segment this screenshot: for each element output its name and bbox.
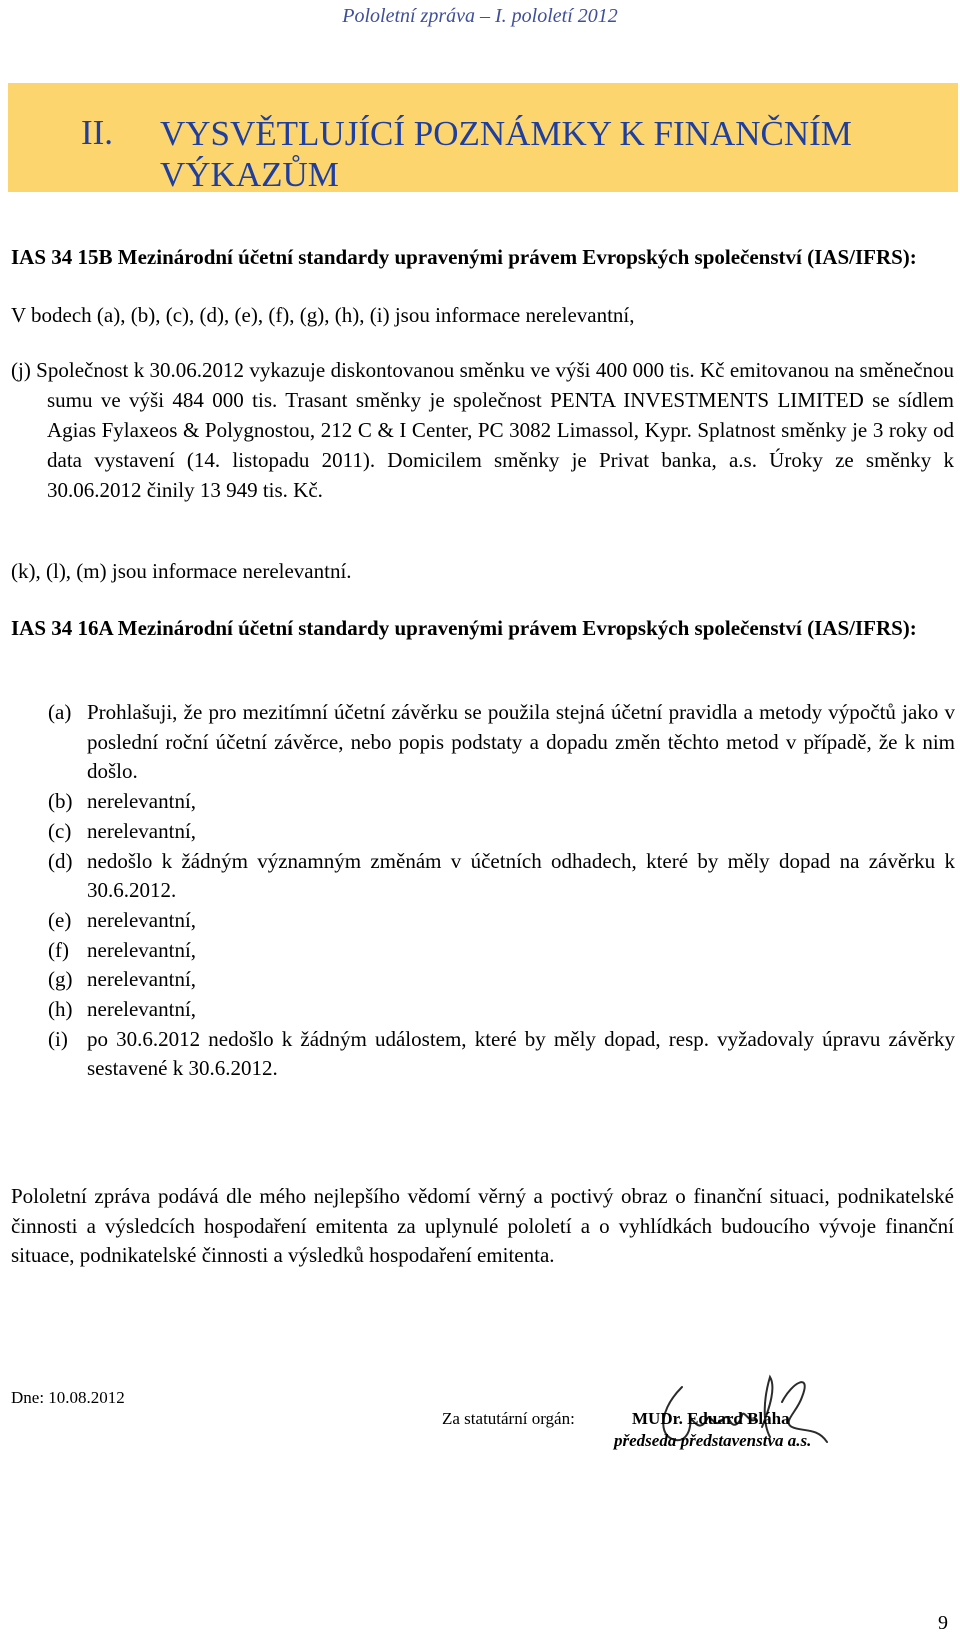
section-title [160,113,852,195]
statement-paragraph: Pololetní zpráva podává dle mého nejlepšího vědomí věrný a poctivý obraz o finanční situaci, podnikatelské činnosti a výsledcích hospodaření emitenta za uplynulé pololetí a o vyhlídkách budoucího vývoje finanční situace, podnikatelské činnosti a výsledků hospodaření emitenta. [11,1184,954,1267]
list-item-text: po 30.6.2012 nedošlo k žádným událostem, které by měly dopad, resp. vyžadovaly úpravu závěrky sestavené k 30.6.2012. [87,1026,955,1081]
section-title-line1: VYSVĚTLUJÍCÍ POZNÁMKY K FINANČNÍM [160,114,852,153]
list-item [48,965,955,995]
list-item [48,936,955,966]
list-item-text: nerelevantní, [87,818,197,843]
list-item-text: Prohlašuji, že pro mezitímní účetní závěrku se použila stejná účetní pravidla a metody výpočtů jako v poslední roční účetní závěrce, nebo popis podstaty a dopadu změn těchto metod v případě, že k nim došlo. [87,700,955,784]
section-number: II. [81,113,114,152]
list-item-text: nerelevantní, [87,907,197,932]
ias16a-list [48,698,955,1084]
document-date: Dne: 10.08.2012 [11,1388,125,1407]
list-item-text: nerelevantní, [87,789,197,814]
organ-label: Za statutární orgán: [442,1409,575,1428]
section-title-line2: VÝKAZŮM [160,155,339,194]
page-number: 9 [938,1612,948,1634]
list-item [48,787,955,817]
signatory-name: MUDr. Eduard Bláha [632,1409,790,1428]
list-item-text: nerelevantní, [87,937,197,962]
ias15b-item-j: (j) Společnost k 30.06.2012 vykazuje diskontovanou směnku ve výši 400 000 tis. Kč emitovanou na směnečnou sumu ve výši 484 000 tis. Trasant směnky je společnost PENTA INVESTMENTS LIMITED se sídlem Agias Fylaxeos & Polygnostou, 212 C & I Center, PC 3082 Limassol, Kypr. Splatnost směnky je 3 roky od data vystavení (14. listopadu 2011). Domicilem směnky je Privat banka, a.s. Úroky ze směnky k 30.06.2012 činily 13 949 tis. Kč. [11,358,954,502]
list-item-label: (b) [48,789,73,814]
list-item [48,847,955,906]
list-item-label: (h) [48,997,73,1022]
running-header: Pololetní zpráva – I. pololetí 2012 [342,5,618,27]
list-item-label: (i) [48,1026,68,1051]
list-item-label: (d) [48,848,73,873]
list-item-label: (e) [48,907,72,932]
signatory-role: předseda představenstva a.s. [614,1431,812,1450]
list-item-label: (a) [48,700,72,724]
list-item [48,1025,955,1084]
ias16a-heading: IAS 34 16A Mezinárodní účetní standardy upravenými právem Evropských společenství (IAS/IFRS): [11,616,917,640]
list-item-text: nedošlo k žádným významným změnám v účetních odhadech, které by měly dopad na závěrku k 30.6.2012. [87,848,955,903]
list-item [48,698,955,787]
ias15b-item-klm: (k), (l), (m) jsou informace nerelevantní. [11,559,352,583]
list-item [48,906,955,936]
list-item-text: nerelevantní, [87,997,197,1022]
ias15b-intro: V bodech (a), (b), (c), (d), (e), (f), (g), (h), (i) jsou informace nerelevantní, [11,303,635,327]
list-item [48,995,955,1025]
list-item-label: (c) [48,818,72,843]
section-title-band [8,83,958,192]
ias15b-heading: IAS 34 15B Mezinárodní účetní standardy upravenými právem Evropských společenství (IAS/IFRS): [11,245,917,269]
list-item-text: nerelevantní, [87,967,197,992]
list-item [48,817,955,847]
list-item-label: (g) [48,967,73,992]
list-item-label: (f) [48,937,69,962]
